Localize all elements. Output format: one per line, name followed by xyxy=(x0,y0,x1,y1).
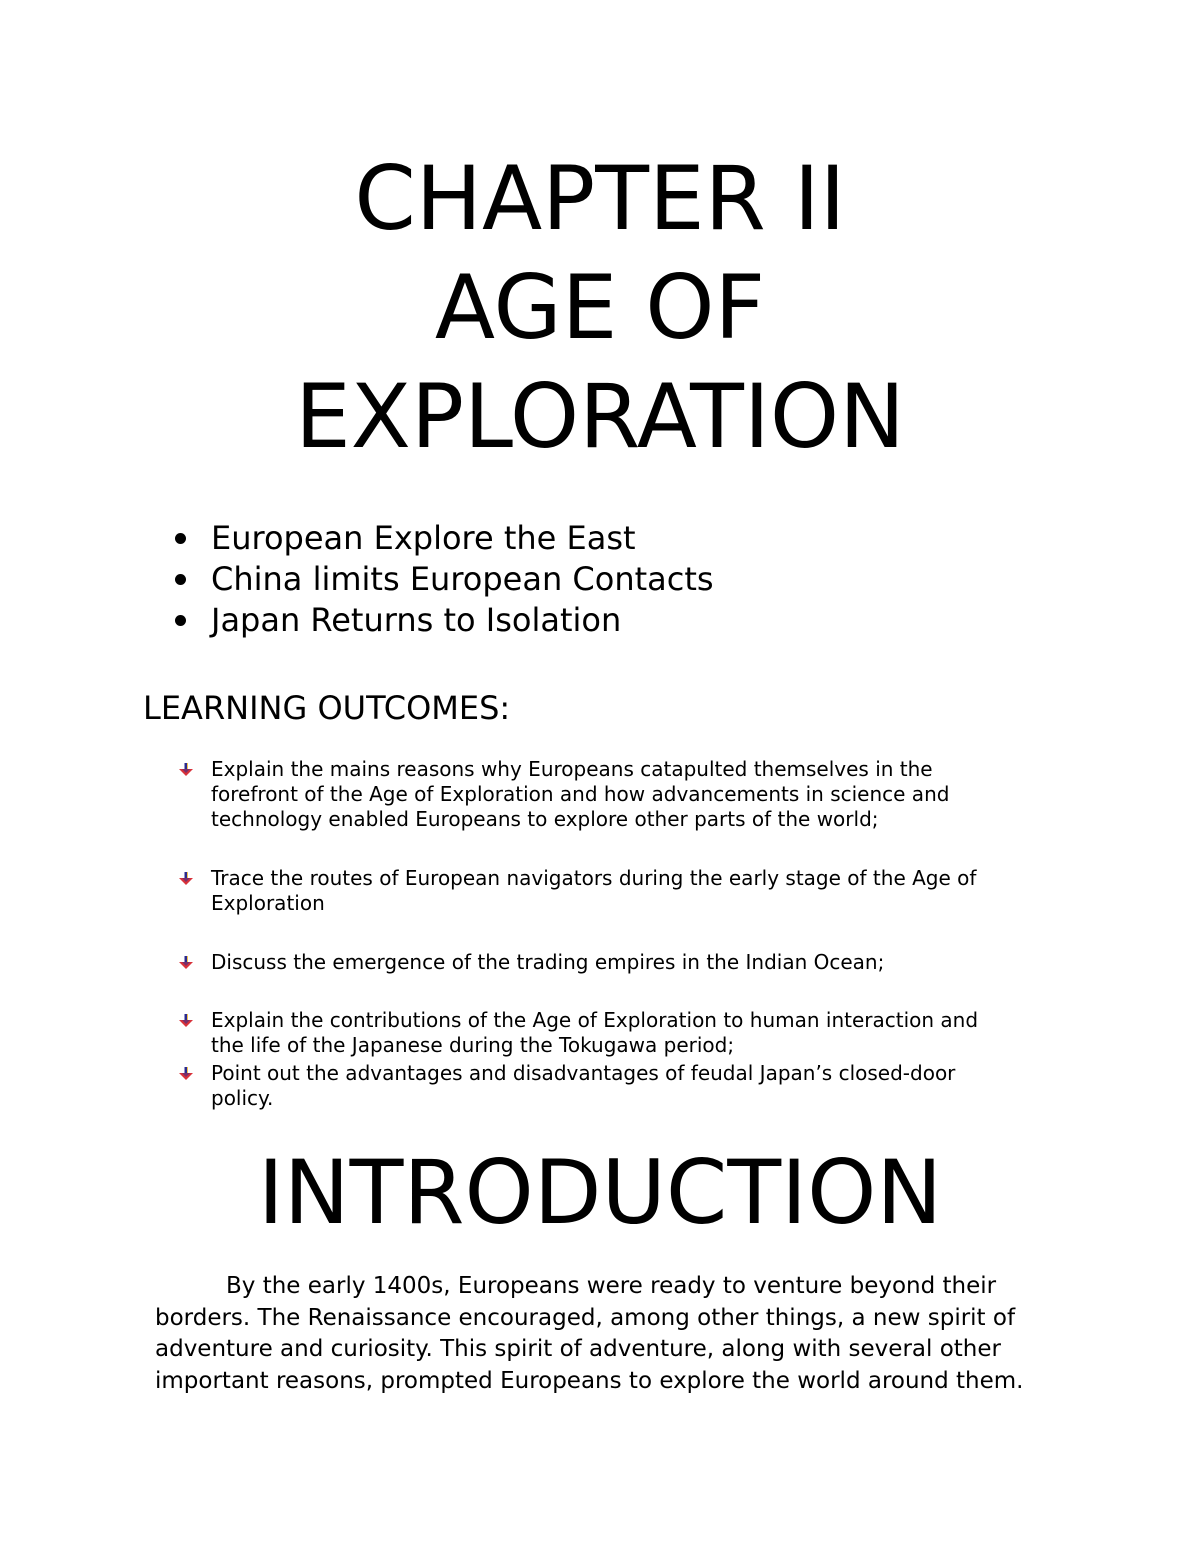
arrow-down-bullet-icon xyxy=(178,1014,194,1028)
outcome-line: Explain the mains reasons why Europeans catapulted themselves in the xyxy=(211,757,933,781)
outcome-item xyxy=(178,1061,1078,1111)
topics-list xyxy=(170,518,714,641)
topic-item xyxy=(170,600,714,641)
outcome-item xyxy=(178,1008,1078,1058)
outcome-line: the life of the Japanese during the Tokugawa period; xyxy=(211,1033,735,1057)
chapter-title-line-1: CHAPTER II xyxy=(354,147,846,250)
outcome-line: Exploration xyxy=(211,891,325,915)
outcome-line: Trace the routes of European navigators during the early stage of the Age of xyxy=(211,866,977,890)
learning-outcomes-list xyxy=(178,757,1078,1111)
outcome-item xyxy=(178,866,1078,916)
outcome-line: technology enabled Europeans to explore other parts of the world; xyxy=(211,807,879,831)
learning-outcomes-heading: LEARNING OUTCOMES: xyxy=(143,689,511,727)
outcome-item xyxy=(178,757,1078,832)
paragraph-line: adventure and curiosity. This spirit of adventure, along with several other xyxy=(155,1336,1001,1362)
outcome-line: Explain the contributions of the Age of Exploration to human interaction and xyxy=(211,1008,979,1032)
topic-item xyxy=(170,559,714,600)
topic-label: Japan Returns to Isolation xyxy=(211,601,622,639)
topic-label: European Explore the East xyxy=(211,519,636,557)
introduction-paragraph xyxy=(155,1271,1075,1397)
arrow-down-bullet-icon xyxy=(178,872,194,886)
paragraph-line: important reasons, prompted Europeans to explore the world around them. xyxy=(155,1367,1024,1394)
paragraph-line: borders. The Renaissance encouraged, among other things, a new spirit of xyxy=(155,1304,1016,1331)
introduction-heading: INTRODUCTION xyxy=(257,1141,943,1244)
chapter-title xyxy=(0,144,1200,471)
topic-label: China limits European Contacts xyxy=(211,560,714,598)
paragraph-line: By the early 1400s, Europeans were ready to venture beyond their xyxy=(226,1273,997,1299)
bullet-dot-icon xyxy=(175,574,186,585)
bullet-dot-icon xyxy=(175,615,186,626)
chapter-title-line-3: EXPLORATION xyxy=(295,365,905,468)
outcome-line: Discuss the emergence of the trading empires in the Indian Ocean; xyxy=(211,950,885,974)
arrow-down-bullet-icon xyxy=(178,763,194,777)
arrow-down-bullet-icon xyxy=(178,956,194,970)
bullet-dot-icon xyxy=(175,533,186,544)
arrow-down-bullet-icon xyxy=(178,1067,194,1081)
chapter-title-line-2: AGE OF xyxy=(434,256,766,359)
outcome-item xyxy=(178,950,1078,975)
outcome-line: policy. xyxy=(211,1086,274,1110)
outcome-line: Point out the advantages and disadvantages of feudal Japan’s closed-door xyxy=(211,1061,956,1085)
outcome-line: forefront of the Age of Exploration and how advancements in science and xyxy=(211,782,950,806)
topic-item xyxy=(170,518,714,559)
